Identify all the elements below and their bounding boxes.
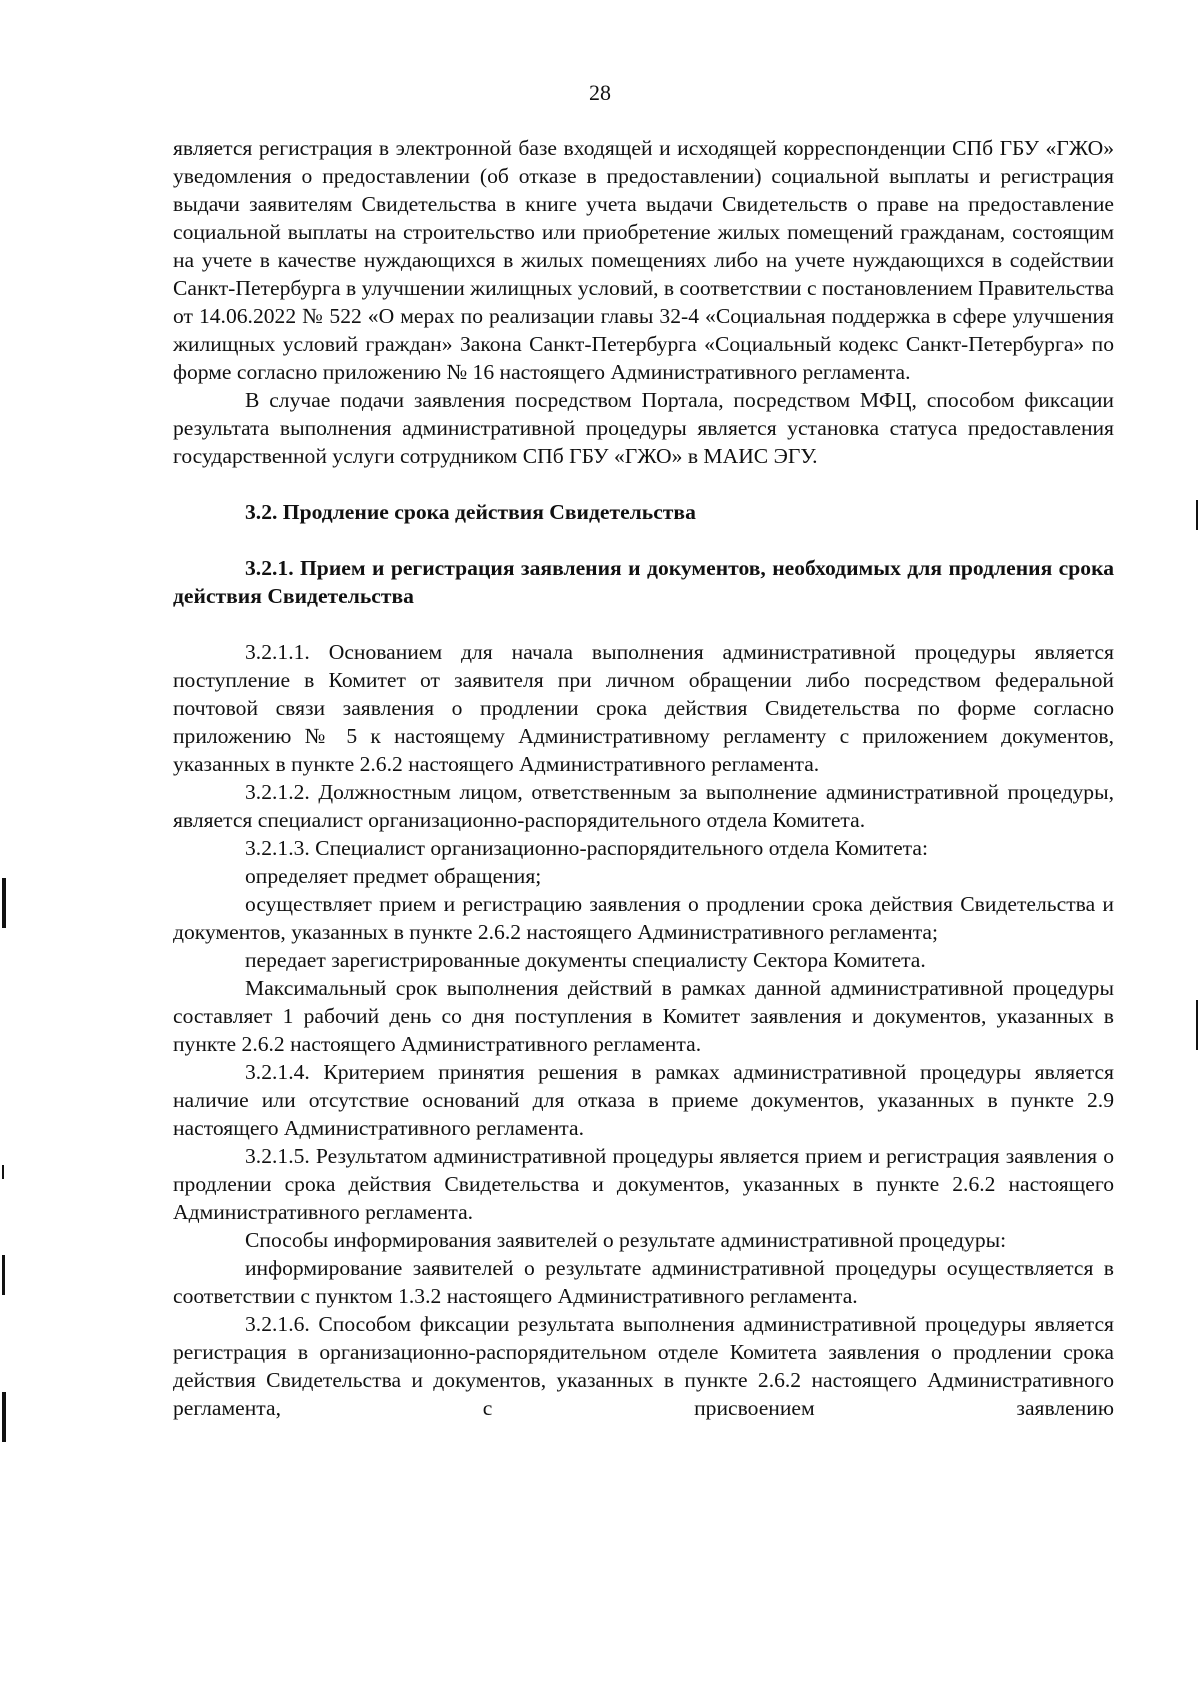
section-heading-3-2: 3.2. Продление срока действия Свидетельства [245,500,696,524]
paragraph-3-2-1-3: 3.2.1.3. Специалист организационно-распорядительного отдела Комитета: [245,836,928,860]
paragraph-3-2-1-6: 3.2.1.6. Способом фиксации результата выполнения административной процедуры является регистрация в организационно-распорядительном отделе Комитета заявления о продлении срока действия Свидетельства и документов, указанных в пункте 2.6.2 настоящего Административного регламента, с присвоением заявлению [173,1312,1114,1420]
paragraph-max-term: Максимальный срок выполнения действий в рамках данной административной процедуры составляет 1 рабочий день со дня поступления в Комитет заявления и документов, указанных в пункте 2.6.2 настоящего Административного регламента. [173,976,1114,1056]
scan-edge-mark [2,878,6,928]
list-item-subject: определяет предмет обращения; [245,864,542,888]
scan-edge-mark [1196,500,1198,530]
scan-edge-mark [2,1392,6,1442]
document-body [173,134,1114,1422]
section-heading-3-2-1: 3.2.1. Прием и регистрация заявления и документов, необходимых для продления срока действия Свидетельства [173,556,1114,608]
scan-edge-mark [2,1255,5,1295]
paragraph-3-2-1-4: 3.2.1.4. Критерием принятия решения в рамках административной процедуры является наличие или отсутствие оснований для отказа в приеме документов, указанных в пункте 2.9 настоящего Административного регламента. [173,1060,1114,1140]
list-item-registration: осуществляет прием и регистрацию заявления о продлении срока действия Свидетельства и документов, указанных в пункте 2.6.2 настоящего Административного регламента; [173,892,1114,944]
scan-edge-mark [2,1165,4,1179]
scan-edge-mark [1196,1000,1198,1050]
paragraph-info-detail: информирование заявителей о результате административной процедуры осуществляется в соответствии с пунктом 1.3.2 настоящего Административного регламента. [173,1256,1114,1308]
paragraph-3-2-1-5: 3.2.1.5. Результатом административной процедуры является прием и регистрация заявления о продлении срока действия Свидетельства и документов, указанных в пункте 2.6.2 настоящего Административного регламента. [173,1144,1114,1224]
list-item-transfer: передает зарегистрированные документы специалисту Сектора Комитета. [245,948,926,972]
paragraph-continuation: является регистрация в электронной базе входящей и исходящей корреспонденции СПб ГБУ «ГЖО» уведомления о предоставлении (об отказе в предоставлении) социальной выплаты и регистрация выдачи заявителям Свидетельства в книге учета выдачи Свидетельств о праве на предоставление социальной выплаты на строительство или приобретение жилых помещений гражданам, состоящим на учете в качестве нуждающихся в жилых помещениях либо на учете нуждающихся в содействии Санкт-Петербурга в улучшении жилищных условий, в соответствии с постановлением Правительства от 14.06.2022 № 522 «О мерах по реализации главы 32-4 «Социальная поддержка в сфере улучшения жилищных условий граждан» Закона Санкт-Петербурга «Социальный кодекс Санкт-Петербурга» по форме согласно приложению № 16 настоящего Административного регламента. [173,136,1114,384]
page-number: 28 [589,80,611,105]
paragraph-info-methods: Способы информирования заявителей о результате административной процедуры: [245,1228,1007,1252]
paragraph-portal-mfc: В случае подачи заявления посредством Портала, посредством МФЦ, способом фиксации результата выполнения административной процедуры является установка статуса предоставления государственной услуги сотрудником СПб ГБУ «ГЖО» в МАИС ЭГУ. [173,388,1114,468]
paragraph-3-2-1-2: 3.2.1.2. Должностным лицом, ответственным за выполнение административной процедуры, является специалист организационно-распорядительного отдела Комитета. [173,780,1114,832]
paragraph-3-2-1-1: 3.2.1.1. Основанием для начала выполнения административной процедуры является поступление в Комитет от заявителя при личном обращении либо посредством федеральной почтовой связи заявления о продлении срока действия Свидетельства по форме согласно приложению № 5 к настоящему Административному регламенту с приложением документов, указанных в пункте 2.6.2 настоящего Административного регламента. [173,640,1114,776]
